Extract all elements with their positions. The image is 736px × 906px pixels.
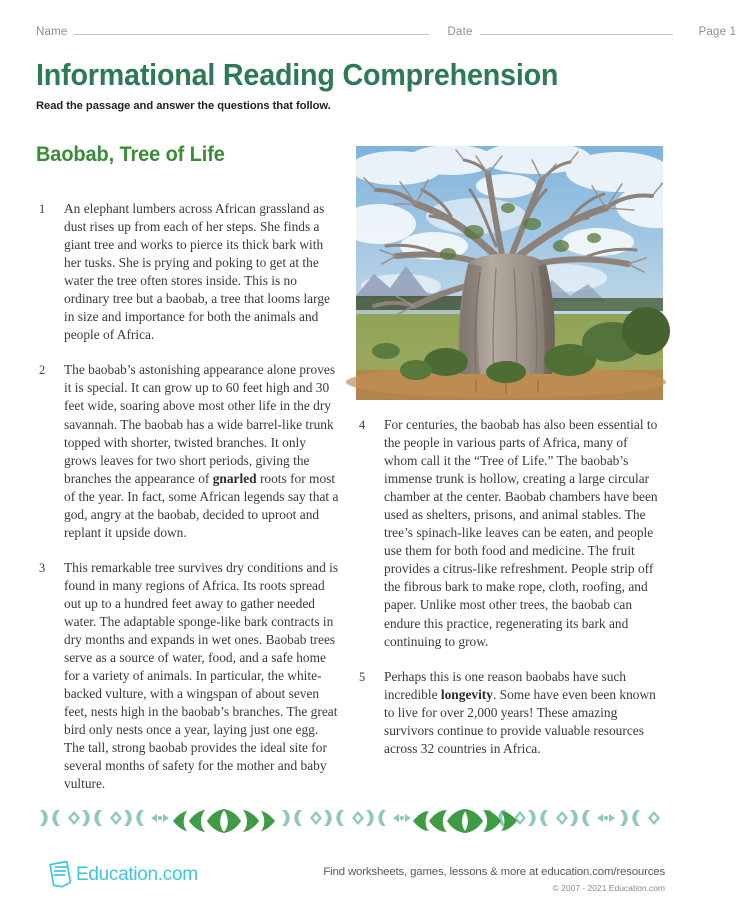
passage-column-left: [36, 200, 341, 793]
baobab-illustration: [356, 146, 663, 400]
paragraph-number: 2: [39, 363, 46, 378]
footer-tagline: Find worksheets, games, lessons & more at education.com/resources: [323, 866, 665, 878]
paragraph-number: 3: [39, 560, 46, 575]
paragraph-3: [36, 559, 341, 794]
paragraph-4: [356, 416, 661, 651]
divider-ornament-pattern: [38, 806, 662, 836]
page-title: Informational Reading Comprehension: [36, 58, 559, 92]
name-write-line[interactable]: [74, 24, 429, 35]
paragraph-text-before: Perhaps this is one reason baobabs have such incredible: [384, 668, 627, 702]
vocab-word-gnarled: gnarled: [212, 470, 257, 486]
decorative-divider: [38, 806, 662, 836]
paragraph-text: This remarkable tree survives dry conditions and is found in many regions of Africa. Its roots spread out up to a hundred feet away to gather needed water. The adaptable sponge-like bark contracts in dry months and expands in wet ones. Baobab trees serve as a source of water, food, and a safe home for a variety of animals. In particular, the white-backed vulture, with a wingspan of about seven feet, nests high in the baobab’s branches. The great bird only nests once a year, laying just one egg. The tall, strong baobab provides the ideal site for several months of safety for the mother and baby vulture.: [64, 559, 339, 792]
paragraph-number: 1: [39, 202, 46, 216]
date-label: Date: [447, 26, 473, 38]
passage-heading: Baobab, Tree of Life: [36, 143, 225, 166]
passage-column-right: [356, 416, 661, 758]
paragraph-text: For centuries, the baobab has also been essential to the people in various parts of Africa, many of whom call it the “Tree of Life.” The baobab’s immense trunk is hollow, creating a large circular chamber at the center. Baobab chambers have been used as shelters, prisons, and animal stables. The tree’s spinach-like leaves can be eaten, and people use them for both food and medicine. The fruit provides a citrus-like refreshment. People strip off the fibrous bark to make rope, cloth, roofing, and paper. Unlike most other trees, the baobab can endure this practice, regenerating its bark and continuing to grow.: [384, 417, 658, 649]
paragraph-1: [36, 200, 341, 344]
book-pages-icon: [47, 860, 75, 890]
paragraph-number: 5: [359, 669, 366, 684]
paragraph-2: [36, 361, 341, 541]
paragraph-text-after: roots for most of the year. In fact, some African legends say that a god, angry at the baobab, decided to uproot and replant it upside down.: [64, 470, 339, 540]
vocab-word-longevity: longevity: [440, 686, 493, 702]
footer-copyright: © 2007 - 2021 Education.com: [552, 883, 665, 893]
logo-glyph: [47, 860, 75, 890]
paragraph-text-after: . Some have even been known to live for over 2,000 years! These amazing survivors continue to provide valuable resources across 32 countries in Africa.: [384, 686, 656, 756]
logo-wordmark: Education.com: [76, 864, 198, 885]
paragraph-5: [356, 668, 661, 758]
name-label: Name: [36, 26, 68, 38]
paragraph-text: An elephant lumbers across African grassland as dust rises up from each of her steps. She finds a giant tree and works to pierce its thick bark with her tusks. She is prying and poking to get at the water the tree often stores inside. This is no ordinary tree but a baobab, a tree that looms large in size and importance for both the animals and people of Africa.: [64, 201, 330, 343]
education-com-logo[interactable]: [47, 858, 198, 892]
page-number: Page 1: [698, 26, 736, 38]
footer-text-block: [300, 866, 665, 893]
baobab-tree-photo: [356, 146, 663, 400]
paragraph-text-before: The baobab’s astonishing appearance alone proves it is special. It can grow up to 60 feet high and 30 feet wide, soaring above most other life in the dry savannah. The baobab has a wide barrel-like trunk topped with shorter, twisted branches. It only grows leaves for two short periods, giving the branches the appearance of: [64, 362, 336, 486]
paragraph-number: 4: [359, 418, 366, 432]
date-write-line[interactable]: [480, 24, 673, 35]
worksheet-header: [36, 24, 736, 42]
instructions-text: Read the passage and answer the questions that follow.: [36, 100, 331, 112]
